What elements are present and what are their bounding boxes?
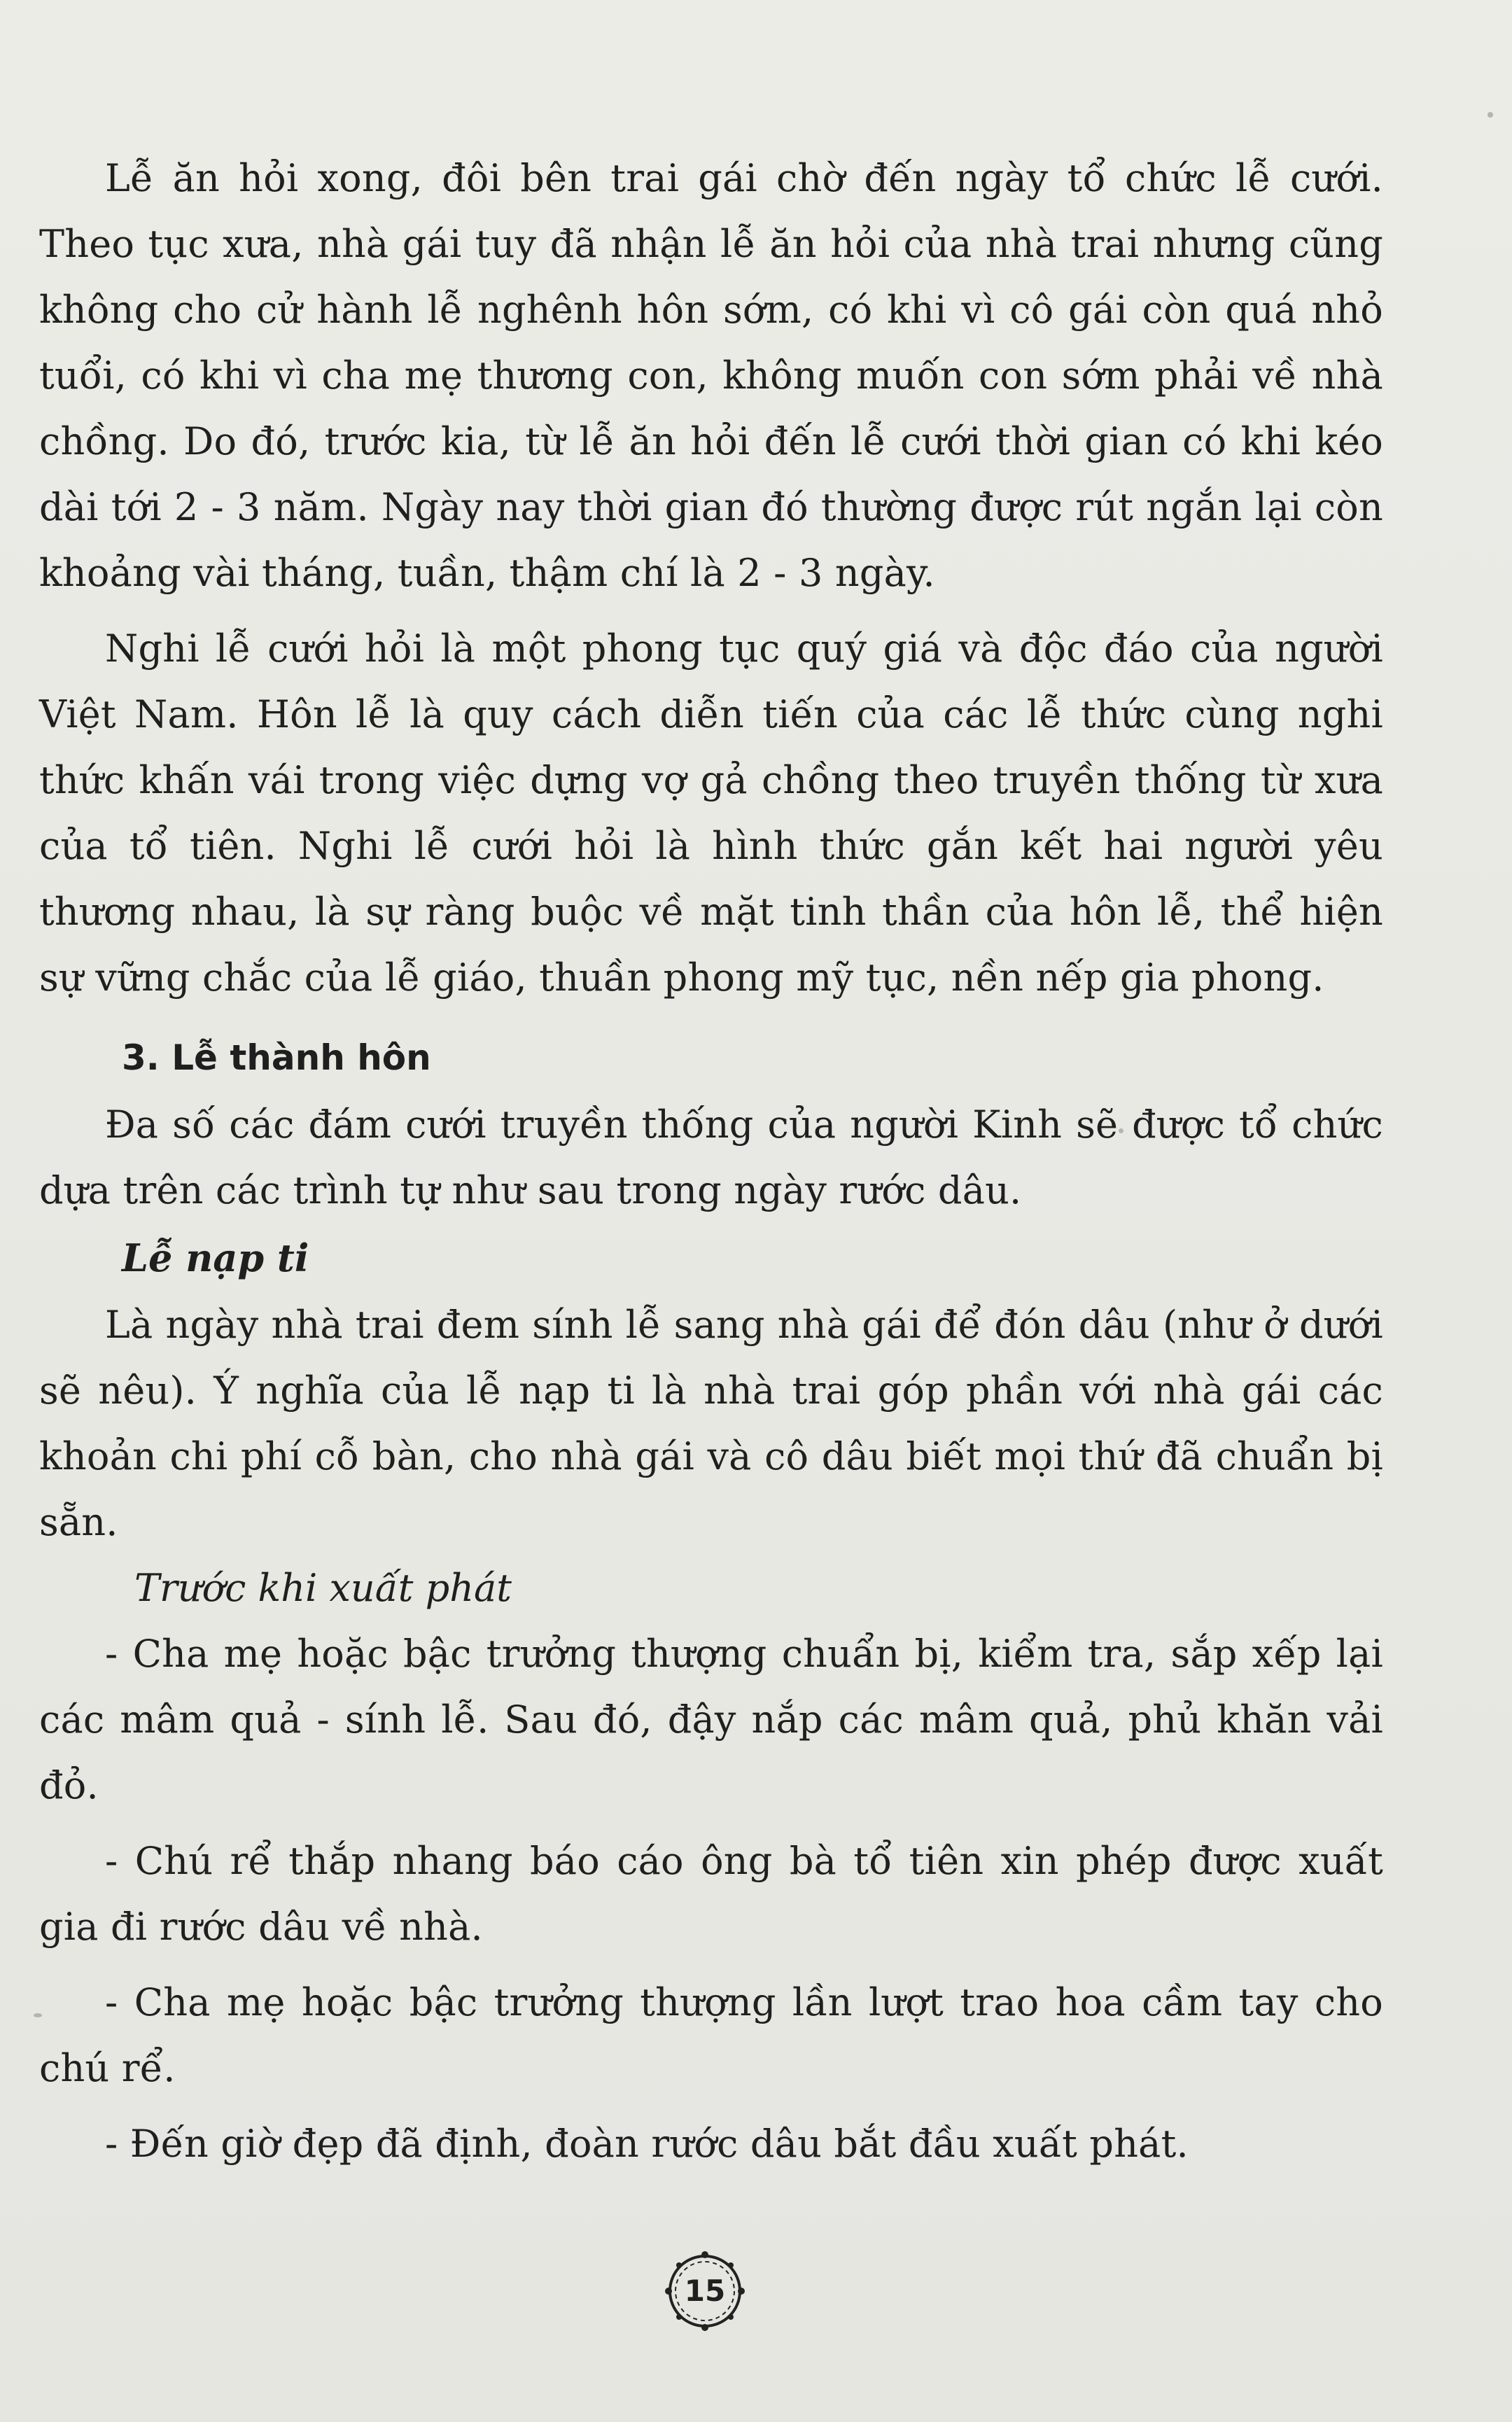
section-intro: Đa số các đám cưới truyền thống của người Kinh sẽ được tổ chức dựa trên các trình tự như sau trong ngày rước dâu. (39, 1102, 1383, 1212)
list-item: - Đến giờ đẹp đã định, đoàn rước dâu bắt đầu xuất phát. (105, 2122, 1189, 2166)
sub-subheading: Trước khi xuất phát (134, 1566, 512, 1610)
section-heading: 3. Lễ thành hôn (122, 1037, 431, 1078)
page-content (39, 146, 1383, 2177)
paragraph: Nghi lễ cưới hỏi là một phong tục quý giá và độc đáo của người Việt Nam. Hôn lễ là quy cách diễn tiến của các lễ thức cùng nghi thức khấn vái trong việc dựng vợ gả chồng theo truyền thống từ xưa của tổ tiên. Nghi lễ cưới hỏi là hình thức gắn kết hai người yêu thương nhau, là sự ràng buộc về mặt tinh thần của hôn lễ, thể hiện sự vững chắc của lễ giáo, thuần phong mỹ tục, nền nếp gia phong. (39, 626, 1383, 1000)
list-item: - Cha mẹ hoặc bậc trưởng thượng lần lượt trao hoa cầm tay cho chú rể. (39, 1980, 1383, 2090)
subheading: Lễ nạp ti (122, 1236, 309, 1280)
list-item: - Cha mẹ hoặc bậc trưởng thượng chuẩn bị, kiểm tra, sắp xếp lại các mâm quả - sính lễ. Sau đó, đậy nắp các mâm quả, phủ khăn vải đỏ. (39, 1632, 1383, 1807)
list-item: - Chú rể thắp nhang báo cáo ông bà tổ tiên xin phép được xuất gia đi rước dâu về nhà. (39, 1839, 1383, 1949)
page-number-badge (664, 2250, 746, 2332)
paper-speck (1488, 112, 1493, 118)
paragraph: Lễ ăn hỏi xong, đôi bên trai gái chờ đến ngày tổ chức lễ cưới. Theo tục xưa, nhà gái tuy đã nhận lễ ăn hỏi của nhà trai nhưng cũng không cho cử hành lễ nghênh hôn sớm, có khi vì cô gái còn quá nhỏ tuổi, có khi vì cha mẹ thương con, không muốn con sớm phải về nhà chồng. Do đó, trước kia, từ lễ ăn hỏi đến lễ cưới thời gian có khi kéo dài tới 2 - 3 năm. Ngày nay thời gian đó thường được rút ngắn lại còn khoảng vài tháng, tuần, thậm chí là 2 - 3 ngày. (39, 156, 1383, 595)
subheading-text: Là ngày nhà trai đem sính lễ sang nhà gái để đón dâu (như ở dưới sẽ nêu). Ý nghĩa của lễ nạp ti là nhà trai góp phần với nhà gái các khoản chi phí cỗ bàn, cho nhà gái và cô dâu biết mọi thứ đã chuẩn bị sẵn. (39, 1303, 1383, 1544)
page-number: 15 (684, 2274, 726, 2308)
